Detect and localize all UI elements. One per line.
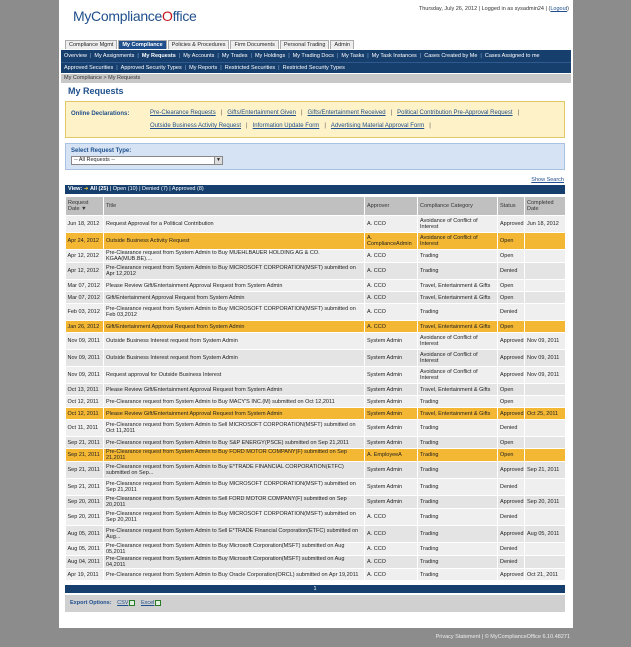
- request-type-label: Select Request Type:: [71, 148, 132, 154]
- cell-date: Nov 09, 2011: [66, 367, 104, 384]
- export-label: Export Options:: [70, 600, 112, 606]
- cell-category: Trading: [418, 569, 498, 581]
- footer: [0, 628, 631, 647]
- page-title: My Requests: [68, 86, 124, 96]
- cell-completed: [525, 556, 566, 569]
- cell-approver: System Admin: [365, 408, 418, 420]
- cell-title[interactable]: Please Review Gift/Entertainment Approval Request from System Admin: [104, 384, 365, 396]
- cell-completed: Jun 18, 2012: [525, 216, 566, 233]
- cell-category: Trading: [418, 509, 498, 526]
- cell-date: Sep 21, 2011: [66, 449, 104, 462]
- cell-approver: System Admin: [365, 437, 418, 449]
- nav-separator: |: [336, 53, 339, 59]
- col-request-date[interactable]: Request Date ▼: [66, 197, 104, 216]
- cell-approver: System Admin: [365, 496, 418, 509]
- cell-title[interactable]: Pre-Clearance request from System Admin to Buy MICROSOFT CORPORATION(MSFT) submitted on Sep 21,2011: [104, 479, 365, 496]
- cell-title[interactable]: Pre-Clearance request from System Admin to Buy MUEHLBAUER HOLDING AG & CO. KGAA(MUB.BE)....: [104, 250, 365, 263]
- cell-category: Travel, Entertainment & Gifts: [418, 384, 498, 396]
- declaration-separator: |: [517, 110, 520, 116]
- cell-title[interactable]: Please Review Gift/Entertainment Approval Request from System Admin: [104, 408, 365, 420]
- cell-completed: [525, 509, 566, 526]
- excel-icon[interactable]: [155, 600, 161, 606]
- nav-separator: |: [178, 53, 181, 59]
- declaration-link[interactable]: Gifts/Entertainment Received: [307, 110, 386, 116]
- cell-completed: [525, 543, 566, 556]
- table-row[interactable]: [66, 569, 566, 581]
- nav-separator: |: [217, 53, 219, 59]
- declaration-separator: |: [300, 110, 303, 116]
- cell-date: Aug 05, 2011: [66, 543, 104, 556]
- col-status[interactable]: Status: [498, 197, 525, 216]
- cell-category: Avoidance of Conflict of Interest: [418, 350, 498, 367]
- requests-table: [65, 196, 566, 581]
- declaration-link[interactable]: Information Update Form: [252, 123, 320, 129]
- nav-separator: |: [89, 53, 92, 59]
- cell-status: Open: [498, 396, 525, 408]
- cell-status: Open: [498, 250, 525, 263]
- cell-category: Trading: [418, 304, 498, 321]
- cell-date: Oct 12, 2011: [66, 396, 104, 408]
- declaration-link[interactable]: Pre-Clearance Requests: [150, 110, 216, 116]
- cell-date: Jan 26, 2012: [66, 321, 104, 333]
- col-completed-date[interactable]: Completed Date: [525, 197, 566, 216]
- table-row[interactable]: [66, 420, 566, 437]
- cell-completed: [525, 263, 566, 280]
- filter-open[interactable]: Open (10): [112, 186, 138, 192]
- cell-category: Trading: [418, 526, 498, 543]
- cell-status: Approved: [498, 462, 525, 479]
- cell-date: Jun 18, 2012: [66, 216, 104, 233]
- logout-link[interactable]: Logout: [550, 6, 568, 12]
- cell-title[interactable]: Pre-Clearance request from System Admin to Buy MICROSOFT CORPORATION(MSFT) submitted on Sep 20,2011: [104, 509, 365, 526]
- cell-category: Trading: [418, 437, 498, 449]
- module-tab[interactable]: Compliance Mgmt: [65, 40, 117, 49]
- cell-completed: [525, 479, 566, 496]
- cell-status: Denied: [498, 263, 525, 280]
- nav-item[interactable]: My Task Instances: [371, 53, 417, 59]
- declaration-separator: |: [246, 123, 248, 129]
- cell-date: Sep 21, 2011: [66, 479, 104, 496]
- request-type-value: -- All Requests --: [74, 157, 115, 163]
- declaration-link[interactable]: Gifts/Entertainment Given: [227, 110, 296, 116]
- table-row[interactable]: [66, 396, 566, 408]
- cell-completed: [525, 321, 566, 333]
- cell-date: Nov 09, 2011: [66, 333, 104, 350]
- cell-completed: Sep 20, 2011: [525, 496, 566, 509]
- cell-category: Travel, Entertainment & Gifts: [418, 280, 498, 292]
- nav-separator: |: [278, 65, 280, 71]
- module-tab[interactable]: Personal Trading: [280, 40, 330, 49]
- cell-status: Open: [498, 321, 525, 333]
- cell-title[interactable]: Pre-Clearance request from System Admin to Buy Oracle Corporation(ORCL) submitted on Apr 19,2011: [104, 569, 365, 581]
- nav-separator: |: [288, 53, 290, 59]
- cell-title[interactable]: Pre-Clearance request from System Admin to Buy MICROSOFT CORPORATION(MSFT) submitted on Apr 12,2012: [104, 263, 365, 280]
- module-tab[interactable]: Admin: [330, 40, 354, 49]
- cell-category: Trading: [418, 396, 498, 408]
- cell-status: Denied: [498, 420, 525, 437]
- cell-completed: [525, 384, 566, 396]
- cell-status: Approved: [498, 526, 525, 543]
- sort-desc-icon: ▼: [81, 206, 87, 212]
- cell-completed: [525, 304, 566, 321]
- app-logo[interactable]: [73, 8, 197, 24]
- cell-title[interactable]: Pre-Clearance request from System Admin to Buy E*TRADE FINANCIAL CORPORATION(ETFC) submitted on Sep...: [104, 462, 365, 479]
- cell-category: Trading: [418, 449, 498, 462]
- cell-approver: A. CCO: [365, 526, 418, 543]
- chevron-down-icon[interactable]: ▼: [214, 157, 222, 164]
- cell-approver: A. CCO: [365, 280, 418, 292]
- nav-item[interactable]: My Tasks: [341, 53, 365, 59]
- table-row[interactable]: [66, 233, 566, 250]
- cell-approver: A. ComplianceAdmin: [365, 233, 418, 250]
- export-csv-link[interactable]: CSV: [117, 600, 129, 606]
- cell-category: Travel, Entertainment & Gifts: [418, 321, 498, 333]
- cell-completed: Sep 21, 2011: [525, 462, 566, 479]
- module-tab[interactable]: Policies & Procedures: [168, 40, 230, 49]
- cell-completed: Nov 09, 2011: [525, 350, 566, 367]
- cell-date: Sep 20, 2011: [66, 496, 104, 509]
- csv-icon[interactable]: [129, 600, 135, 606]
- cell-date: Mar 07, 2012: [66, 280, 104, 292]
- cell-status: Denied: [498, 509, 525, 526]
- module-tab[interactable]: My Compliance: [118, 40, 166, 49]
- cell-category: Travel, Entertainment & Gifts: [418, 408, 498, 420]
- cell-date: Apr 12, 2012: [66, 250, 104, 263]
- cell-approver: A. CCO: [365, 321, 418, 333]
- cell-title[interactable]: Pre-Clearance request from System Admin to Buy MICROSOFT CORPORATION(MSFT) submitted on Feb 03,2012: [104, 304, 365, 321]
- cell-date: Oct 12, 2011: [66, 408, 104, 420]
- declaration-separator: |: [220, 110, 223, 116]
- cell-approver: A. EmployeeA: [365, 449, 418, 462]
- cell-completed: Aug 05, 2011: [525, 526, 566, 543]
- breadcrumb: My Compliance > My Requests: [61, 74, 571, 83]
- cell-status: Open: [498, 384, 525, 396]
- cell-date: Apr 19, 2011: [66, 569, 104, 581]
- nav-item[interactable]: Cases Assigned to me: [484, 53, 540, 59]
- table-row[interactable]: [66, 350, 566, 367]
- nav-separator: |: [419, 53, 422, 59]
- table-row[interactable]: [66, 367, 566, 384]
- cell-approver: A. CCO: [365, 543, 418, 556]
- filter-all[interactable]: All (25): [89, 186, 109, 192]
- table-row[interactable]: [66, 280, 566, 292]
- nav-item[interactable]: Approved Security Types: [120, 65, 182, 71]
- declaration-link[interactable]: Outside Business Activity Request: [150, 123, 242, 129]
- cell-approver: A. CCO: [365, 556, 418, 569]
- nav-item[interactable]: My Holdings: [254, 53, 286, 59]
- cell-date: Aug 04, 2011: [66, 556, 104, 569]
- cell-title[interactable]: Request approval for Outside Business Interest: [104, 367, 365, 384]
- pager: [65, 585, 565, 593]
- cell-date: Oct 13, 2011: [66, 384, 104, 396]
- table-row[interactable]: [66, 250, 566, 263]
- cell-date: Nov 09, 2011: [66, 350, 104, 367]
- module-tab[interactable]: Firm Documents: [230, 40, 278, 49]
- cell-status: Open: [498, 280, 525, 292]
- cell-status: Open: [498, 449, 525, 462]
- declaration-link[interactable]: Advertising Material Approval Form: [330, 123, 425, 129]
- cell-date: Sep 21, 2011: [66, 462, 104, 479]
- cell-title[interactable]: Pre-Clearance request from System Admin to Buy MACY'S INC.(M) submitted on Oct 12,2011: [104, 396, 365, 408]
- cell-category: Trading: [418, 250, 498, 263]
- cell-completed: [525, 396, 566, 408]
- cell-approver: System Admin: [365, 479, 418, 496]
- cell-status: Open: [498, 292, 525, 304]
- declarations-label: Online Declarations:: [71, 111, 130, 117]
- cell-completed: Nov 09, 2011: [525, 333, 566, 350]
- cell-approver: System Admin: [365, 420, 418, 437]
- cell-date: Aug 05, 2011: [66, 526, 104, 543]
- cell-category: Avoidance of Conflict of Interest: [418, 233, 498, 250]
- table-row[interactable]: [66, 526, 566, 543]
- cell-approver: A. CCO: [365, 569, 418, 581]
- cell-status: Open: [498, 437, 525, 449]
- cell-approver: System Admin: [365, 350, 418, 367]
- cell-status: Denied: [498, 304, 525, 321]
- cell-approver: System Admin: [365, 333, 418, 350]
- nav-separator: |: [116, 65, 118, 71]
- cell-title[interactable]: Outside Business Interest request from System Admin: [104, 333, 365, 350]
- cell-completed: Oct 21, 2011: [525, 569, 566, 581]
- show-search-link[interactable]: Show Search: [531, 177, 564, 183]
- module-tabs: [65, 40, 354, 49]
- nav-item[interactable]: My Trading Docs: [292, 53, 334, 59]
- cell-date: Feb 03, 2012: [66, 304, 104, 321]
- cell-category: Trading: [418, 543, 498, 556]
- page-number[interactable]: 1: [313, 586, 317, 592]
- cell-title[interactable]: Gift/Entertainment Approval Request from System Admin: [104, 292, 365, 304]
- table-row[interactable]: [66, 304, 566, 321]
- cell-category: Avoidance of Conflict of Interest: [418, 367, 498, 384]
- table-row[interactable]: [66, 462, 566, 479]
- cell-title[interactable]: Pre-Clearance request from System Admin to Sell E*TRADE Financial Corporation(ETFC) submitted on Aug...: [104, 526, 365, 543]
- cell-date: Apr 12, 2012: [66, 263, 104, 280]
- col-title[interactable]: Title: [104, 197, 365, 216]
- nav-item[interactable]: My Assignments: [94, 53, 135, 59]
- nav-item[interactable]: My Requests: [141, 53, 176, 59]
- cell-approver: A. CCO: [365, 509, 418, 526]
- request-type-select[interactable]: [71, 156, 223, 165]
- cell-date: Mar 07, 2012: [66, 292, 104, 304]
- cell-category: Avoidance of Conflict of Interest: [418, 216, 498, 233]
- page-container: [59, 0, 573, 628]
- nav-separator: |: [367, 53, 369, 59]
- cell-completed: Nov 09, 2011: [525, 367, 566, 384]
- cell-status: Denied: [498, 556, 525, 569]
- cell-date: Sep 21, 2011: [66, 437, 104, 449]
- table-row[interactable]: [66, 321, 566, 333]
- cell-title[interactable]: Please Review Gift/Entertainment Approval Request from System Admin: [104, 280, 365, 292]
- cell-date: Oct 11, 2011: [66, 420, 104, 437]
- top-bar: [59, 0, 573, 38]
- cell-category: Trading: [418, 556, 498, 569]
- cell-status: Open: [498, 233, 525, 250]
- table-row[interactable]: [66, 216, 566, 233]
- table-row[interactable]: [66, 556, 566, 569]
- cell-status: Approved: [498, 350, 525, 367]
- nav-item[interactable]: Cases Created by Me: [424, 53, 478, 59]
- cell-status: Approved: [498, 333, 525, 350]
- request-type-panel: [65, 143, 565, 170]
- logo-main: MyCompliance: [73, 8, 162, 24]
- cell-date: Apr 24, 2012: [66, 233, 104, 250]
- declaration-link[interactable]: Political Contribution Pre-Approval Request: [397, 110, 513, 116]
- cell-approver: System Admin: [365, 462, 418, 479]
- arrow-right-icon: ➔: [83, 186, 89, 192]
- cell-category: Trading: [418, 420, 498, 437]
- user-info: Thursday, July 26, 2012 | Logged in as sysadmin24 | (Logout): [418, 6, 569, 12]
- online-declarations-panel: [65, 101, 565, 138]
- view-filter-bar: View: ➔ All (25) | Open (10) | Denied (7) | Approved (8): [65, 185, 565, 194]
- cell-title[interactable]: Pre-Clearance request from System Admin to Sell FORD MOTOR COMPANY(F) submitted on Sep 20,2011: [104, 496, 365, 509]
- cell-approver: A. CCO: [365, 304, 418, 321]
- cell-completed: Oct 25, 2011: [525, 408, 566, 420]
- cell-status: Approved: [498, 496, 525, 509]
- declarations-row-1: [150, 110, 524, 116]
- cell-title[interactable]: Pre-Clearance request from System Admin to Sell MICROSOFT CORPORATION(MSFT) submitted on Oct 11,2011: [104, 420, 365, 437]
- cell-title[interactable]: Pre-Clearance request from System Admin to Buy FORD MOTOR COMPANY(F) submitted on Sep 21,2011: [104, 449, 365, 462]
- nav-item[interactable]: Restricted Securities: [224, 65, 276, 71]
- logo-accent: O: [162, 8, 173, 24]
- cell-completed: [525, 437, 566, 449]
- declarations-row-2: [150, 123, 436, 129]
- cell-status: Approved: [498, 569, 525, 581]
- filter-approved[interactable]: Approved (8): [171, 186, 204, 192]
- cell-title[interactable]: Pre-Clearance request from System Admin to Buy S&P ENERGY(PSCE) submitted on Sep 21,2011: [104, 437, 365, 449]
- cell-approver: System Admin: [365, 384, 418, 396]
- filter-denied[interactable]: Denied (7): [142, 186, 168, 192]
- table-row[interactable]: [66, 496, 566, 509]
- nav-item[interactable]: My Reports: [189, 65, 218, 71]
- date-user-text: Thursday, July 26, 2012 | Logged in as sysadmin24 |: [418, 6, 547, 12]
- cell-category: Trading: [418, 263, 498, 280]
- cell-status: Approved: [498, 216, 525, 233]
- nav-separator: |: [250, 53, 252, 59]
- cell-status: Denied: [498, 543, 525, 556]
- cell-approver: System Admin: [365, 396, 418, 408]
- cell-date: Sep 20, 2011: [66, 509, 104, 526]
- cell-status: Approved: [498, 367, 525, 384]
- cell-category: Trading: [418, 479, 498, 496]
- table-row[interactable]: [66, 408, 566, 420]
- view-label: View:: [68, 186, 83, 192]
- table-row[interactable]: [66, 333, 566, 350]
- cell-title[interactable]: Outside Business Interest request from System Admin: [104, 350, 365, 367]
- export-options: [65, 595, 565, 612]
- cell-category: Avoidance of Conflict of Interest: [418, 333, 498, 350]
- cell-completed: [525, 449, 566, 462]
- table-row[interactable]: [66, 263, 566, 280]
- logo-tail: ffice: [172, 8, 197, 24]
- cell-title[interactable]: Pre-Clearance request from System Admin to Buy Microsoft Corporation(MSFT) submitted on Aug 05,2011: [104, 543, 365, 556]
- declaration-separator: |: [429, 123, 431, 129]
- table-row[interactable]: [66, 509, 566, 526]
- cell-approver: A. CCO: [365, 292, 418, 304]
- nav-item[interactable]: My Accounts: [183, 53, 215, 59]
- nav-separator: |: [480, 53, 482, 59]
- nav-item[interactable]: Overview: [64, 53, 87, 59]
- cell-category: Trading: [418, 496, 498, 509]
- cell-category: Travel, Entertainment & Gifts: [418, 292, 498, 304]
- cell-category: Trading: [418, 462, 498, 479]
- declaration-separator: |: [324, 123, 326, 129]
- cell-title[interactable]: Gift/Entertainment Approval Request from System Admin: [104, 321, 365, 333]
- primary-nav: [61, 50, 571, 62]
- table-row[interactable]: [66, 292, 566, 304]
- cell-completed: [525, 292, 566, 304]
- col-approver[interactable]: Approver: [365, 197, 418, 216]
- nav-item[interactable]: My Trades: [221, 53, 248, 59]
- table-row[interactable]: [66, 449, 566, 462]
- cell-completed: [525, 280, 566, 292]
- nav-separator: |: [137, 53, 139, 59]
- secondary-nav: [61, 62, 571, 73]
- col-compliance-category[interactable]: Compliance Category: [418, 197, 498, 216]
- table-row[interactable]: [66, 437, 566, 449]
- nav-separator: |: [220, 65, 222, 71]
- table-row[interactable]: [66, 543, 566, 556]
- cell-approver: A. CCO: [365, 250, 418, 263]
- cell-completed: [525, 420, 566, 437]
- nav-separator: |: [184, 65, 187, 71]
- table-row[interactable]: [66, 479, 566, 496]
- table-header-row: [66, 197, 566, 216]
- cell-status: Denied: [498, 479, 525, 496]
- cell-approver: A. CCO: [365, 263, 418, 280]
- export-excel-link[interactable]: Excel: [140, 600, 155, 606]
- cell-title[interactable]: Outside Business Activity Request: [104, 233, 365, 250]
- cell-approver: A. CCO: [365, 216, 418, 233]
- cell-title[interactable]: Request Approval for a Political Contribution: [104, 216, 365, 233]
- cell-completed: [525, 250, 566, 263]
- nav-item[interactable]: Approved Securities: [64, 65, 114, 71]
- table-row[interactable]: [66, 384, 566, 396]
- declaration-separator: |: [390, 110, 393, 116]
- cell-completed: [525, 233, 566, 250]
- cell-title[interactable]: Pre-Clearance request from System Admin to Buy Microsoft Corporation(MSFT) submitted on Aug 04,2011: [104, 556, 365, 569]
- cell-approver: System Admin: [365, 367, 418, 384]
- nav-item[interactable]: Restricted Security Types: [282, 65, 345, 71]
- cell-status: Approved: [498, 408, 525, 420]
- footer-text[interactable]: Privacy Statement | © MyComplianceOffice 6.10.48271: [435, 634, 570, 640]
